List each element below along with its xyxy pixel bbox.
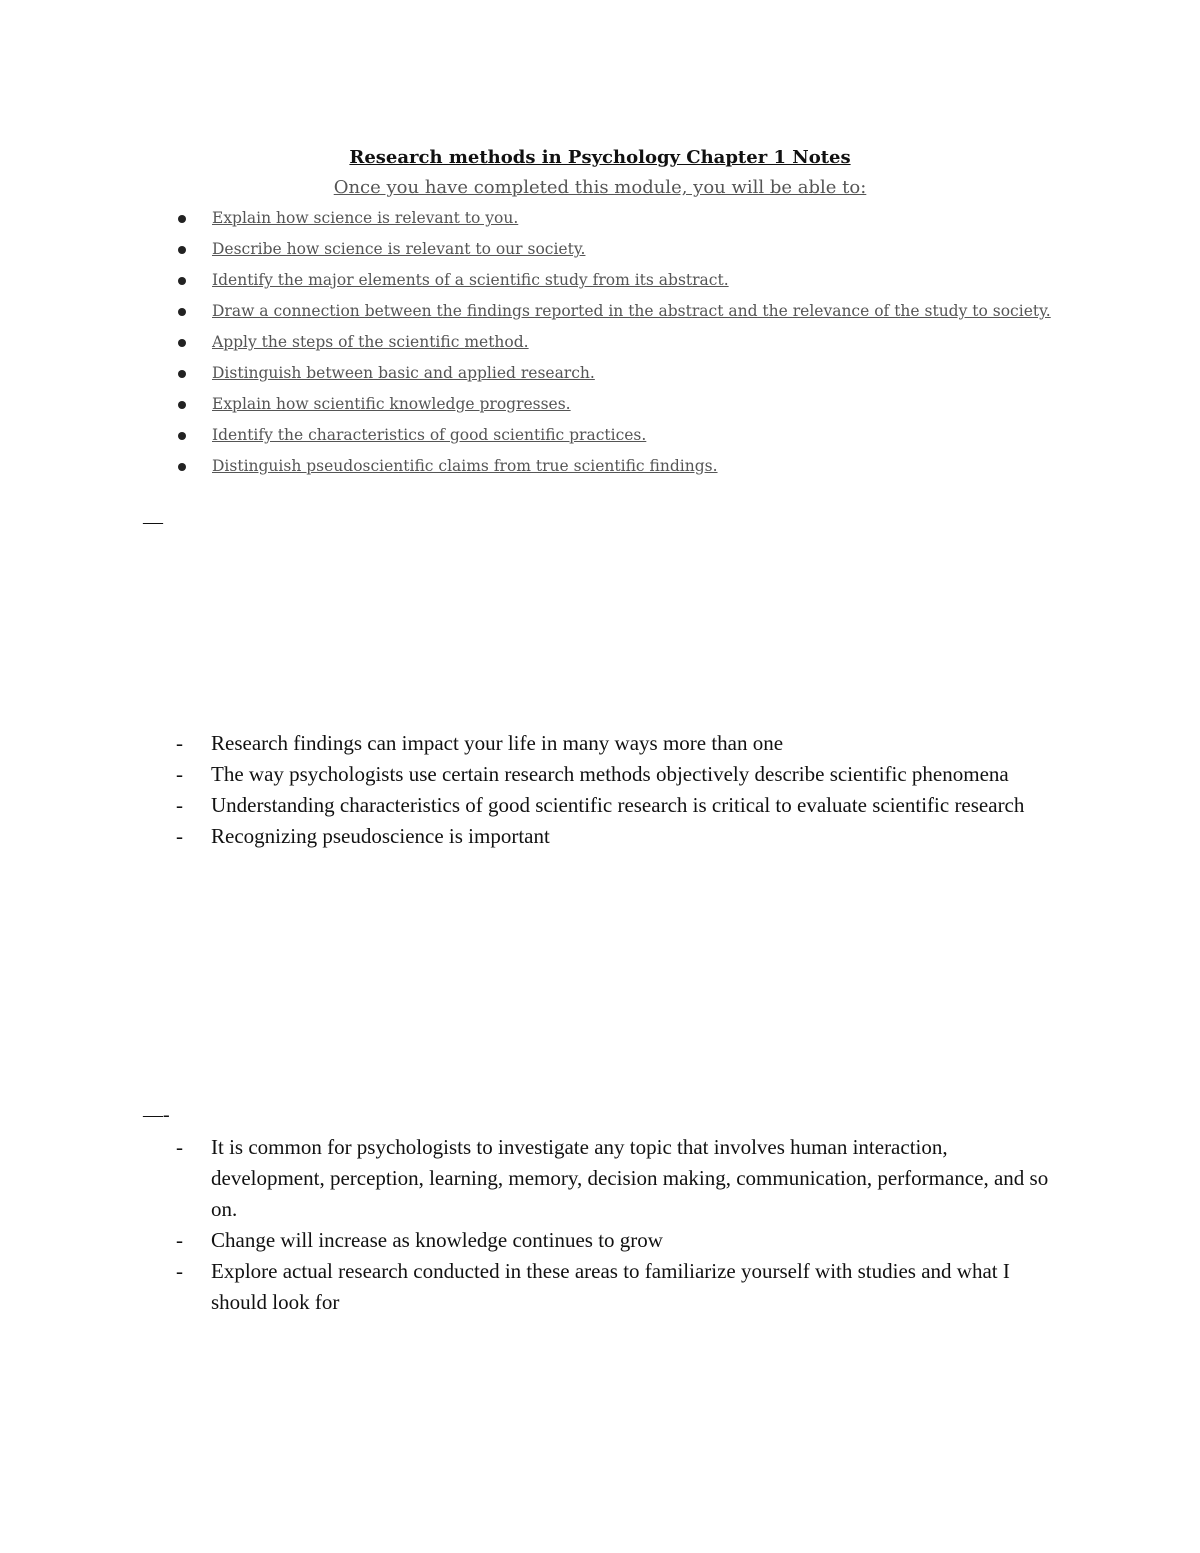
section-1-list xyxy=(0,728,1061,852)
list-item xyxy=(0,266,1062,295)
list-item xyxy=(0,421,1062,450)
bullet-icon xyxy=(178,432,186,440)
objective-text: Explain how scientific knowledge progresses. xyxy=(212,395,571,413)
dash-icon: - xyxy=(176,1135,183,1159)
objective-text: Explain how science is relevant to you. xyxy=(212,209,519,227)
bullet-text: It is common for psychologists to investigate any topic that involves human interaction, development, perception, learning, memory, decision making, communication, performance, and so on. xyxy=(211,1135,1049,1221)
dash-icon: - xyxy=(176,762,183,786)
objective-text: Apply the steps of the scientific method. xyxy=(212,333,529,351)
objective-text: Distinguish between basic and applied research. xyxy=(212,364,595,382)
dash-icon: - xyxy=(176,1228,183,1252)
list-item xyxy=(0,452,1062,481)
dash-icon: - xyxy=(176,793,183,817)
bullet-text: Change will increase as knowledge continues to grow xyxy=(211,1228,663,1252)
list-item xyxy=(0,390,1062,419)
list-item xyxy=(0,1132,1061,1225)
bullet-icon xyxy=(178,401,186,409)
list-item xyxy=(0,235,1062,264)
list-item xyxy=(0,790,1061,821)
objective-text: Describe how science is relevant to our society. xyxy=(212,240,586,258)
bullet-text: Recognizing pseudoscience is important xyxy=(211,824,550,848)
list-item xyxy=(0,297,1062,326)
objectives-list xyxy=(0,204,1062,483)
separator-1: — xyxy=(143,511,163,533)
page-title: Research methods in Psychology Chapter 1 Notes xyxy=(349,147,851,168)
list-item xyxy=(0,204,1062,233)
bullet-icon xyxy=(178,370,186,378)
bullet-icon xyxy=(178,463,186,471)
dash-icon: - xyxy=(176,1259,183,1283)
bullet-icon xyxy=(178,246,186,254)
list-item xyxy=(0,328,1062,357)
list-item xyxy=(0,821,1061,852)
bullet-text: Explore actual research conducted in these areas to familiarize yourself with studies and what I should look for xyxy=(211,1259,1010,1314)
section-2-list xyxy=(0,1132,1061,1318)
dash-icon: - xyxy=(176,824,183,848)
objective-text: Distinguish pseudoscientific claims from true scientific findings. xyxy=(212,457,718,475)
list-item xyxy=(0,728,1061,759)
objective-text: Draw a connection between the findings reported in the abstract and the relevance of the study to society. xyxy=(212,302,1051,320)
bullet-text: Research findings can impact your life in many ways more than one xyxy=(211,731,784,755)
list-item xyxy=(0,1256,1061,1318)
objective-text: Identify the characteristics of good scientific practices. xyxy=(212,426,647,444)
bullet-icon xyxy=(178,339,186,347)
bullet-icon xyxy=(178,277,186,285)
separator-2: —- xyxy=(143,1104,170,1126)
bullet-text: The way psychologists use certain research methods objectively describe scientific phenomena xyxy=(211,762,1009,786)
bullet-icon xyxy=(178,308,186,316)
bullet-icon xyxy=(178,215,186,223)
list-item xyxy=(0,359,1062,388)
dash-icon: - xyxy=(176,731,183,755)
list-item xyxy=(0,1225,1061,1256)
page-subtitle: Once you have completed this module, you will be able to: xyxy=(333,177,867,198)
bullet-text: Understanding characteristics of good scientific research is critical to evaluate scientific research xyxy=(211,793,1025,817)
list-item xyxy=(0,759,1061,790)
objective-text: Identify the major elements of a scientific study from its abstract. xyxy=(212,271,729,289)
